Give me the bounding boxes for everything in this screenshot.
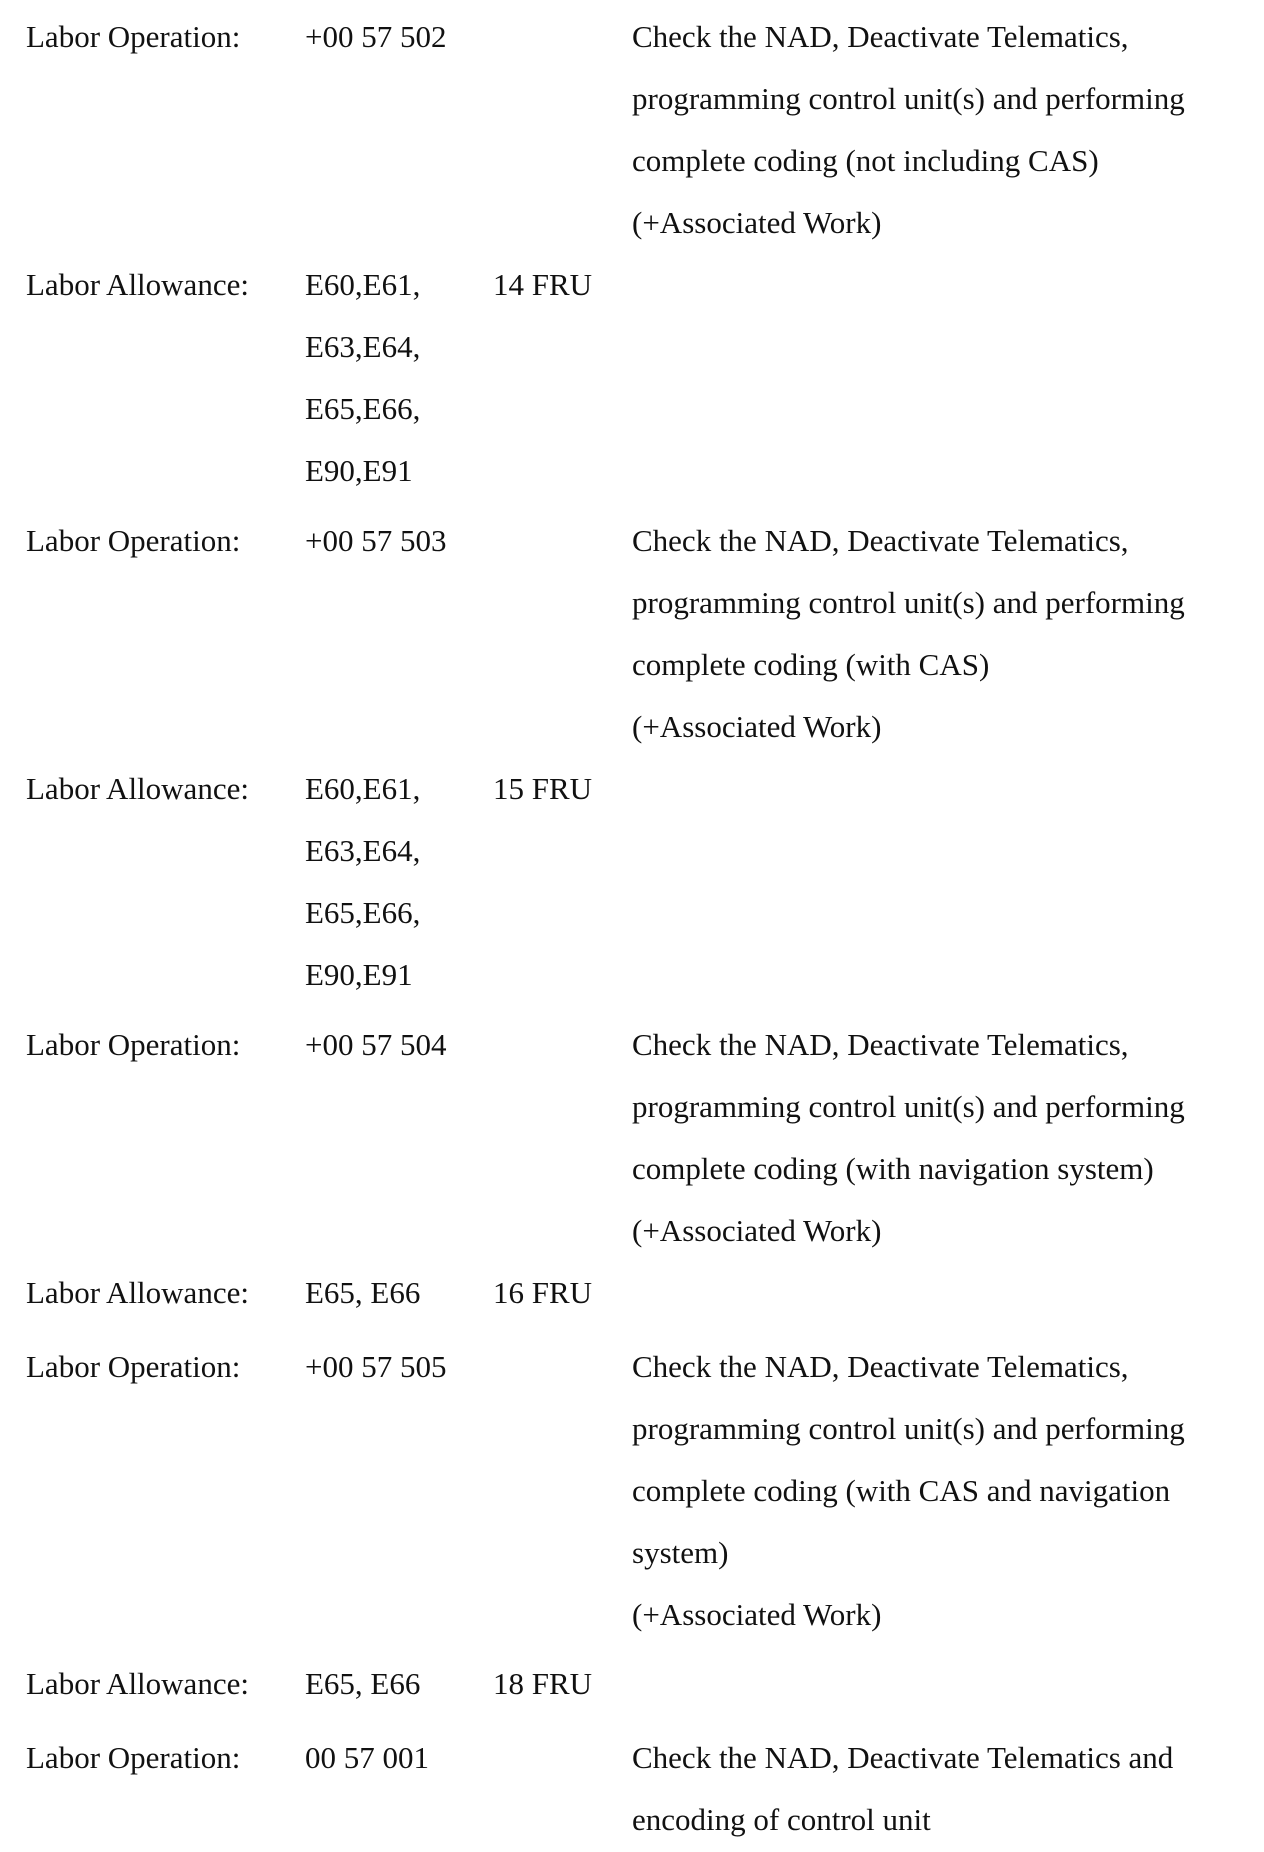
row-label: Labor Operation: [26, 1740, 241, 1775]
row-label: Labor Allowance: [26, 771, 249, 806]
description-line: encoding of control unit [632, 1802, 931, 1837]
description-line: system) [632, 1535, 729, 1570]
model-line: E90,E91 [305, 957, 413, 992]
vehicle-models [305, 1262, 420, 1324]
description-line: (+Associated Work) [632, 205, 882, 240]
operation-description [632, 6, 1185, 254]
description-line: (+Associated Work) [632, 709, 882, 744]
vehicle-models [305, 758, 420, 1006]
row-label: Labor Operation: [26, 1027, 241, 1062]
operation-description [632, 510, 1185, 758]
operation-description [632, 1014, 1185, 1262]
model-line: E63,E64, [305, 833, 421, 868]
row-label: Labor Operation: [26, 19, 241, 54]
operation-code: +00 57 505 [305, 1349, 447, 1384]
description-line: programming control unit(s) and performing [632, 1411, 1185, 1446]
model-line: E65, E66 [305, 1275, 421, 1310]
description-line: Check the NAD, Deactivate Telematics and [632, 1740, 1174, 1775]
description-line: Check the NAD, Deactivate Telematics, [632, 523, 1129, 558]
vehicle-models [305, 1653, 420, 1715]
model-line: E63,E64, [305, 329, 421, 364]
description-line: (+Associated Work) [632, 1213, 882, 1248]
description-line: Check the NAD, Deactivate Telematics, [632, 19, 1129, 54]
description-line: (+Associated Work) [632, 1597, 882, 1632]
row-label: Labor Allowance: [26, 1275, 249, 1310]
row-label: Labor Allowance: [26, 1666, 249, 1701]
fru-value: 16 FRU [493, 1275, 593, 1310]
model-line: E60,E61, [305, 267, 421, 302]
fru-value: 15 FRU [493, 771, 593, 806]
description-line: complete coding (not including CAS) [632, 143, 1099, 178]
fru-value: 14 FRU [493, 267, 593, 302]
operation-code: +00 57 502 [305, 19, 447, 54]
description-line: complete coding (with navigation system) [632, 1151, 1154, 1186]
model-line: E90,E91 [305, 453, 413, 488]
row-label: Labor Operation: [26, 1349, 241, 1384]
model-line: E65, E66 [305, 1666, 421, 1701]
description-line: programming control unit(s) and performing [632, 1089, 1185, 1124]
model-line: E65,E66, [305, 391, 421, 426]
description-line: programming control unit(s) and performing [632, 585, 1185, 620]
model-line: E65,E66, [305, 895, 421, 930]
operation-code: +00 57 504 [305, 1027, 447, 1062]
operation-code: +00 57 503 [305, 523, 447, 558]
fru-value: 18 FRU [493, 1666, 593, 1701]
description-line: complete coding (with CAS and navigation [632, 1473, 1171, 1508]
vehicle-models [305, 254, 420, 502]
operation-code: 00 57 001 [305, 1740, 429, 1775]
description-line: Check the NAD, Deactivate Telematics, [632, 1349, 1129, 1384]
operation-description [632, 1336, 1185, 1646]
operation-description [632, 1727, 1173, 1851]
description-line: programming control unit(s) and performing [632, 81, 1185, 116]
model-line: E60,E61, [305, 771, 421, 806]
description-line: Check the NAD, Deactivate Telematics, [632, 1027, 1129, 1062]
row-label: Labor Allowance: [26, 267, 249, 302]
description-line: complete coding (with CAS) [632, 647, 990, 682]
row-label: Labor Operation: [26, 523, 241, 558]
